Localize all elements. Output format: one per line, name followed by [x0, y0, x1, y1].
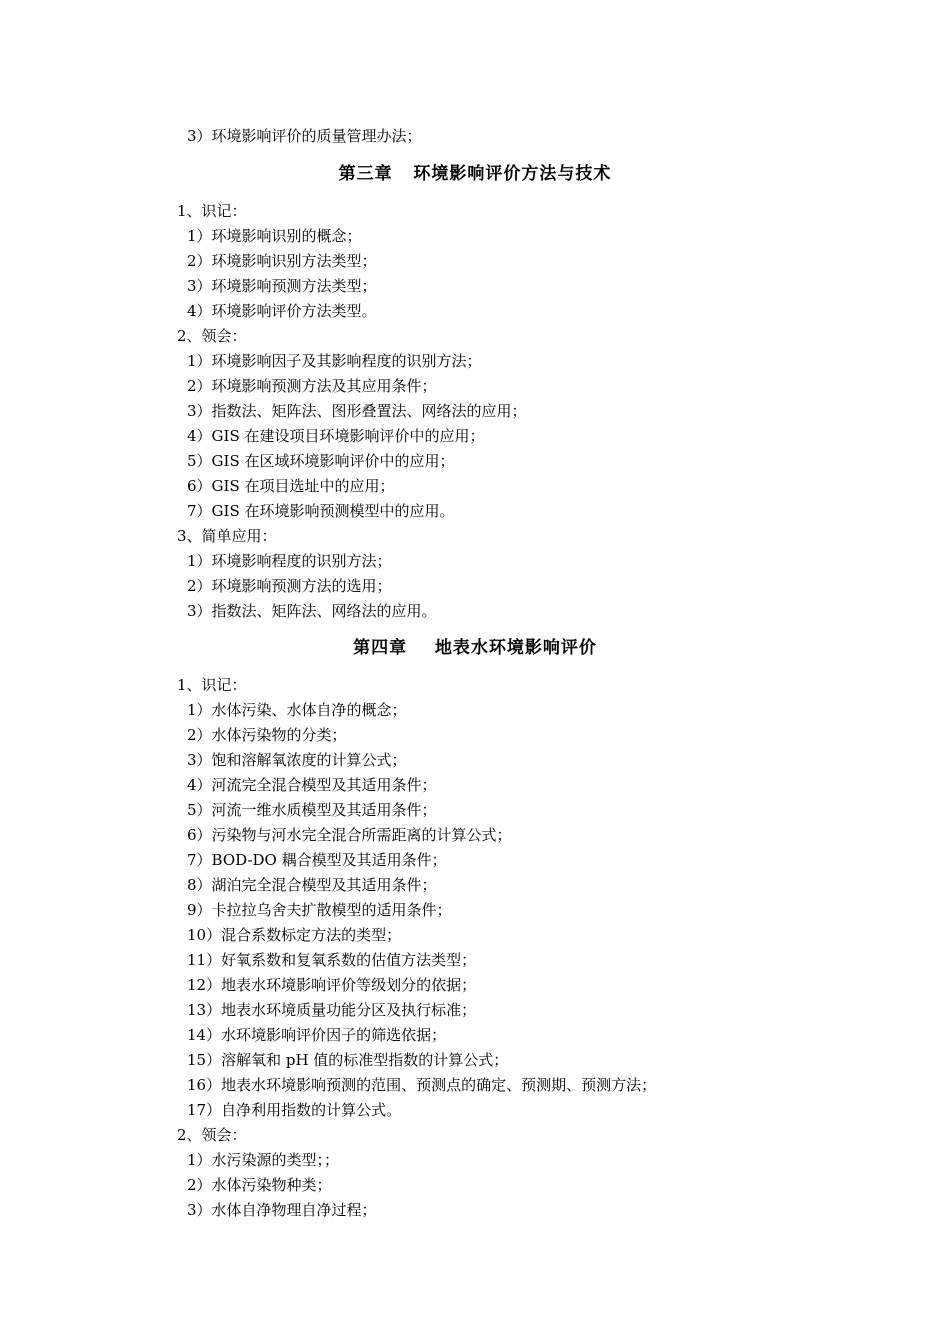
list-item: 4）GIS 在建设项目环境影响评价中的应用； — [187, 427, 485, 445]
list-item: 7）GIS 在环境影响预测模型中的应用。 — [187, 502, 455, 520]
list-item: 4）河流完全混合模型及其适用条件； — [187, 776, 437, 794]
list-item: 5）河流一维水质模型及其适用条件； — [187, 801, 437, 819]
list-item: 2）环境影响预测方法及其应用条件； — [187, 377, 437, 395]
list-item: 13）地表水环境质量功能分区及执行标准； — [187, 1001, 477, 1019]
section-label: 1、识记： — [177, 676, 247, 694]
chapter-heading: 第三章 环境影响评价方法与技术 — [338, 164, 612, 184]
section-label: 2、领会： — [177, 1126, 247, 1144]
list-item: 12）地表水环境影响评价等级划分的依据； — [187, 976, 477, 994]
list-item: 2）环境影响识别方法类型； — [187, 252, 377, 270]
list-item: 2）水体污染物种类； — [187, 1176, 332, 1194]
chapter-heading: 第四章 地表水环境影响评价 — [353, 638, 597, 658]
section-label: 2、领会： — [177, 327, 247, 345]
list-item: 14）水环境影响评价因子的筛选依据； — [187, 1026, 447, 1044]
list-item: 15）溶解氧和 pH 值的标准型指数的计算公式； — [187, 1051, 509, 1069]
list-item: 1）环境影响因子及其影响程度的识别方法； — [187, 352, 482, 370]
list-item: 5）GIS 在区域环境影响评价中的应用； — [187, 452, 455, 470]
list-item: 10）混合系数标定方法的类型； — [187, 926, 402, 944]
list-item: 3）饱和溶解氧浓度的计算公式； — [187, 751, 407, 769]
list-item: 16）地表水环境影响预测的范围、预测点的确定、预测期、预测方法； — [187, 1076, 657, 1094]
list-item: 1）水体污染、水体自净的概念； — [187, 701, 407, 719]
list-item: 1）水污染源的类型；； — [187, 1151, 340, 1169]
list-item: 3）水体自净物理自净过程； — [187, 1201, 377, 1219]
list-item: 7）BOD-DO 耦合模型及其适用条件； — [187, 851, 447, 869]
list-item: 3）指数法、矩阵法、网络法的应用。 — [187, 602, 437, 620]
section-label: 3、简单应用： — [177, 527, 277, 545]
list-item: 6）GIS 在项目选址中的应用； — [187, 477, 395, 495]
list-item: 1）环境影响程度的识别方法； — [187, 552, 392, 570]
list-item: 8）湖泊完全混合模型及其适用条件； — [187, 876, 437, 894]
list-item: 4）环境影响评价方法类型。 — [187, 302, 377, 320]
list-item: 6）污染物与河水完全混合所需距离的计算公式； — [187, 826, 512, 844]
list-item: 2）环境影响预测方法的选用； — [187, 577, 392, 595]
list-item: 1）环境影响识别的概念； — [187, 227, 362, 245]
list-item: 2）水体污染物的分类； — [187, 726, 347, 744]
section-label: 1、识记： — [177, 202, 247, 220]
list-item: 17）自净利用指数的计算公式。 — [187, 1101, 402, 1119]
list-item: 11）好氧系数和复氧系数的估值方法类型； — [187, 951, 477, 969]
list-item: 3）环境影响预测方法类型； — [187, 277, 377, 295]
list-item: 3）环境影响评价的质量管理办法； — [187, 127, 422, 145]
list-item: 9）卡拉拉乌舍夫扩散模型的适用条件； — [187, 901, 452, 919]
list-item: 3）指数法、矩阵法、图形叠置法、网络法的应用； — [187, 402, 527, 420]
